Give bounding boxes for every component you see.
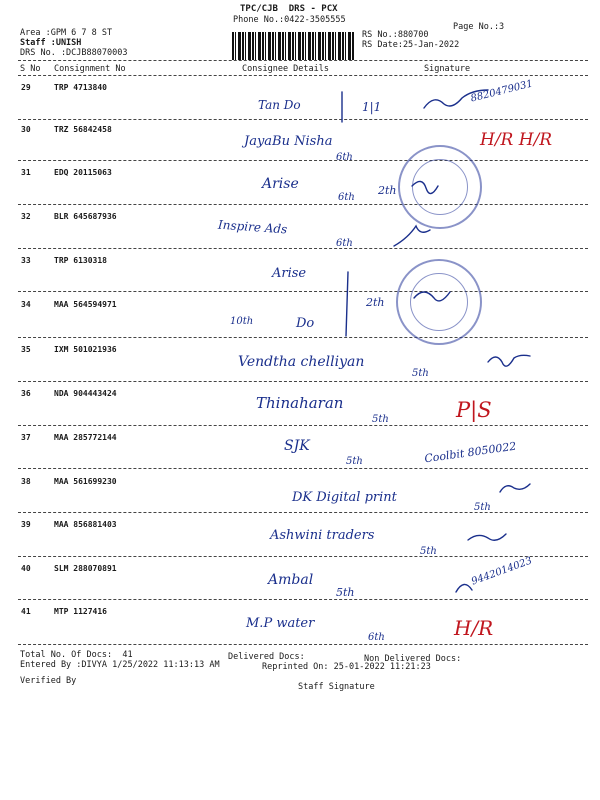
handwritten-signature: 9442014023 bbox=[470, 555, 534, 588]
handwritten-consignee: Vendtha chelliyan bbox=[238, 354, 365, 370]
row-sno: 40 bbox=[21, 564, 31, 573]
row-sno: 37 bbox=[21, 433, 31, 442]
company-stamp bbox=[398, 145, 482, 229]
handwritten-consignee: Thinaharan bbox=[256, 394, 344, 412]
rs-date: RS Date:25-Jan-2022 bbox=[362, 40, 460, 50]
handwritten-floor: 6th bbox=[336, 152, 353, 163]
handwritten-consignee: DK Digital print bbox=[292, 490, 397, 505]
handwritten-signature: Coolbit 8050022 bbox=[423, 439, 518, 466]
handwritten-consignee: Do bbox=[296, 316, 315, 331]
reprinted-on: Reprinted On: 25-01-2022 11:21:23 bbox=[262, 662, 431, 672]
row-sno: 34 bbox=[21, 300, 31, 309]
page-number: Page No.:3 bbox=[453, 22, 505, 32]
handwritten-consignee: SJK bbox=[284, 438, 310, 454]
handwritten-consignee: Ambal bbox=[268, 572, 314, 588]
handwritten-floor: 5th bbox=[346, 456, 363, 467]
handwritten-consignee: Arise bbox=[272, 266, 307, 281]
non-delivered-docs: Non Delivered Docs: bbox=[364, 654, 462, 664]
row-sno: 33 bbox=[21, 256, 31, 265]
handwritten-floor: 10th bbox=[230, 316, 254, 327]
handwritten-floor: 5th bbox=[474, 502, 491, 513]
col-sno: S No bbox=[20, 64, 41, 74]
row-consignment: TRP 4713840 bbox=[54, 83, 107, 92]
handwritten-consignee: Ashwini traders bbox=[270, 528, 375, 543]
handwritten-note: 1|1 bbox=[362, 100, 382, 114]
doc-title: TPC/CJB DRS - PCX bbox=[240, 4, 338, 14]
row-consignment: EDQ 20115063 bbox=[54, 168, 112, 177]
handwritten-signature: 8820479031 bbox=[469, 78, 535, 105]
col-signature: Signature bbox=[424, 64, 471, 74]
row-consignment: IXM 501021936 bbox=[54, 345, 117, 354]
col-consignment: Consignment No bbox=[54, 64, 126, 74]
row-consignment: NDA 904443424 bbox=[54, 389, 117, 398]
handwritten-consignee: M.P water bbox=[246, 616, 315, 631]
total-docs: Total No. Of Docs: 41 bbox=[20, 650, 133, 660]
delivered-docs: Delivered Docs: bbox=[228, 652, 305, 662]
row-consignment: BLR 645687936 bbox=[54, 212, 117, 221]
phone-number: Phone No.:0422-3505555 bbox=[233, 15, 346, 25]
handwritten-note: 2th bbox=[378, 184, 397, 197]
row-sno: 35 bbox=[21, 345, 31, 354]
row-sno: 30 bbox=[21, 125, 31, 134]
handwritten-floor: 5th bbox=[412, 368, 429, 379]
row-consignment: TRP 6130318 bbox=[54, 256, 107, 265]
handwritten-floor: 6th bbox=[368, 632, 385, 643]
area-label: Area :GPM 6 7 8 ST bbox=[20, 28, 113, 38]
handwritten-floor: 6th bbox=[336, 238, 353, 249]
company-stamp bbox=[396, 259, 482, 345]
row-sno: 36 bbox=[21, 389, 31, 398]
staff-signature: Staff Signature bbox=[298, 682, 375, 692]
handwritten-consignee: JayaBu Nisha bbox=[244, 134, 333, 149]
row-sno: 41 bbox=[21, 607, 31, 616]
handwritten-floor: 6th bbox=[338, 192, 355, 203]
rs-number: RS No.:880700 bbox=[362, 30, 429, 40]
handwritten-consignee: Arise bbox=[262, 176, 299, 192]
drs-number: DRS No. :DCJB88070003 bbox=[20, 48, 128, 58]
row-consignment: MAA 564594971 bbox=[54, 300, 117, 309]
row-sno: 38 bbox=[21, 477, 31, 486]
handwritten-mark: H/R H/R bbox=[480, 130, 553, 150]
row-consignment: TRZ 56842458 bbox=[54, 125, 112, 134]
entered-by: Entered By :DIVYA 1/25/2022 11:13:13 AM bbox=[20, 660, 220, 670]
handwritten-note: 2th bbox=[366, 296, 385, 309]
col-consignee: Consignee Details bbox=[242, 64, 329, 74]
handwritten-floor: 5th bbox=[372, 414, 389, 425]
row-sno: 29 bbox=[21, 83, 31, 92]
row-consignment: MAA 561699230 bbox=[54, 477, 117, 486]
handwritten-mark: P|S bbox=[456, 398, 492, 422]
verified-by: Verified By bbox=[20, 676, 77, 686]
row-consignment: MAA 856881403 bbox=[54, 520, 117, 529]
handwritten-floor: 5th bbox=[420, 546, 437, 557]
row-sno: 31 bbox=[21, 168, 31, 177]
row-sno: 39 bbox=[21, 520, 31, 529]
row-consignment: SLM 288070891 bbox=[54, 564, 117, 573]
row-consignment: MTP 1127416 bbox=[54, 607, 107, 616]
handwritten-consignee: Tan Do bbox=[258, 98, 301, 112]
row-consignment: MAA 285772144 bbox=[54, 433, 117, 442]
handwritten-consignee: Inspire Ads bbox=[217, 217, 288, 237]
handwritten-floor: 5th bbox=[336, 586, 355, 599]
handwritten-mark: H/R bbox=[454, 616, 494, 640]
row-sno: 32 bbox=[21, 212, 31, 221]
staff-label: Staff :UNISH bbox=[20, 38, 82, 48]
